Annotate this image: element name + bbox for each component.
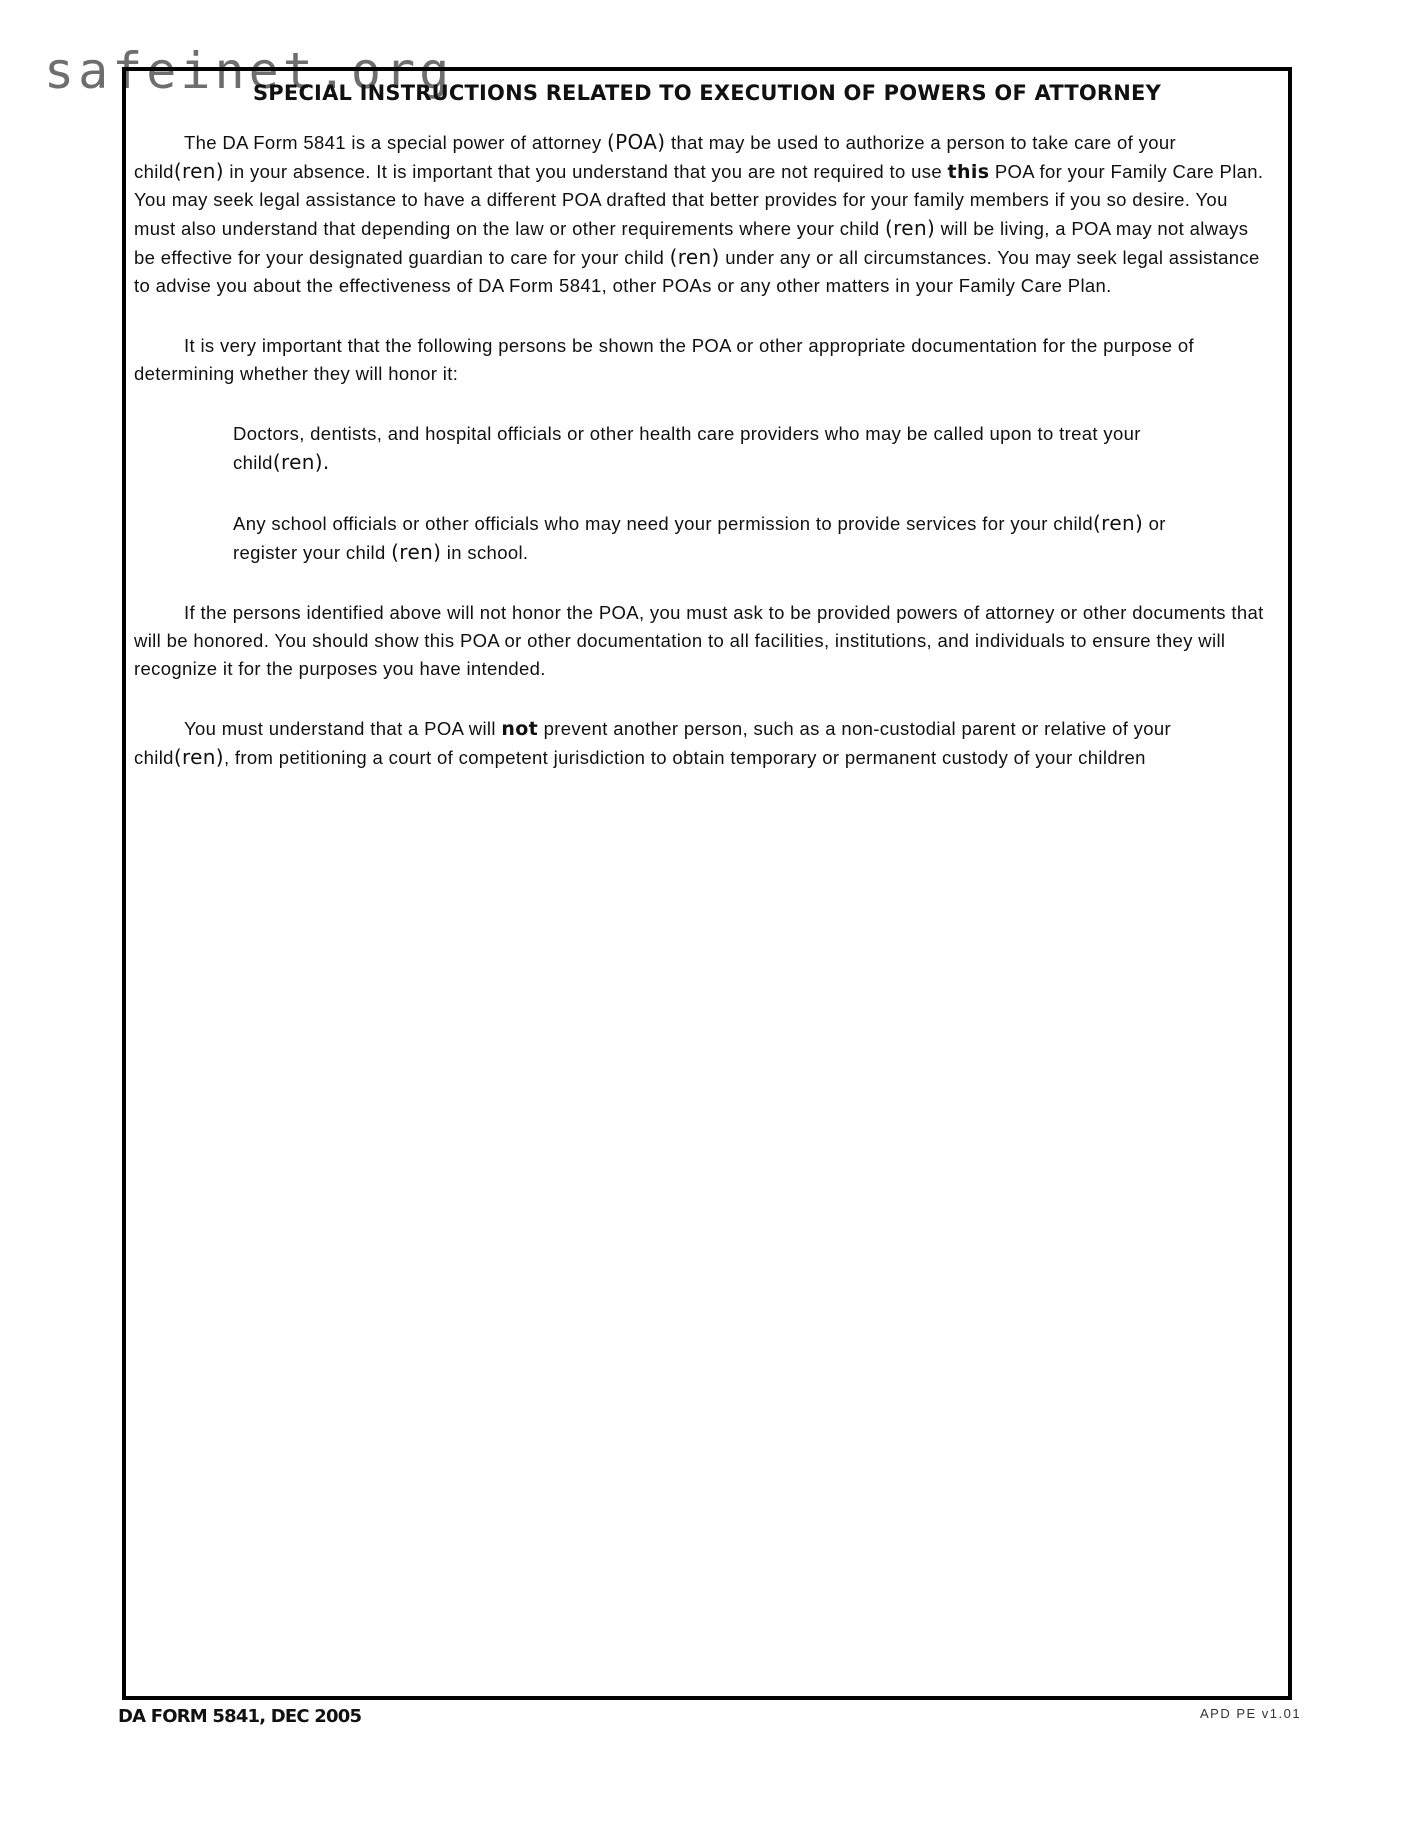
instructions-body	[134, 128, 1269, 772]
paragraph-show-poa: It is very important that the following persons be shown the POA or other appropriate documentation for the purpose of determining whether they will honor it:	[134, 335, 1195, 384]
form-id: DA FORM 5841, DEC 2005	[118, 1706, 362, 1727]
list-item-health-providers: Doctors, dentists, and hospital officials or other health care providers who may be called upon to treat your child(ren).	[233, 423, 1141, 474]
form-version: APD PE v1.01	[1200, 1706, 1302, 1721]
instructions-frame	[122, 67, 1292, 1700]
emphasis-not: not	[501, 718, 539, 740]
watermark: safeinet.org	[44, 42, 454, 100]
page-title: SPECIAL INSTRUCTIONS RELATED TO EXECUTION OF POWERS OF ATTORNEY	[252, 81, 1162, 105]
paragraph-not-honored: If the persons identified above will not honor the POA, you must ask to be provided powers of attorney or other documents that will be honored. You should show this POA or other documentation to all facilities, institutions, and individuals to ensure they will recognize it for the purposes you have intended.	[134, 602, 1264, 679]
emphasis-this: this	[947, 161, 990, 183]
list-item-school-officials: Any school officials or other officials who may need your permission to provide services for your child(ren) or register your child (ren) in school.	[233, 511, 1166, 564]
paragraph-poa-intro: The DA Form 5841 is a special power of attorney (POA) that may be used to authorize a person to take care of your child(ren) in your absence. It is important that you understand that you are not required to use this POA for your Family Care Plan. You may seek legal assistance to have a different POA drafted that better provides for your family members if you so desire. You must also understand that depending on the law or other requirements where your child (ren) will be living, a POA may not always be effective for your designated guardian to care for your child (ren) under any or all circumstances. You may seek legal assistance to advise you about the effectiveness of DA Form 5841, other POAs or any other matters in your Family Care Plan.	[134, 130, 1264, 296]
paragraph-custody: You must understand that a POA will not prevent another person, such as a non-custodial parent or relative of your child(ren), from petitioning a court of competent jurisdiction to obtain temporary or permanent custody of your children	[134, 718, 1172, 769]
poa-abbrev: (POA)	[606, 130, 666, 154]
